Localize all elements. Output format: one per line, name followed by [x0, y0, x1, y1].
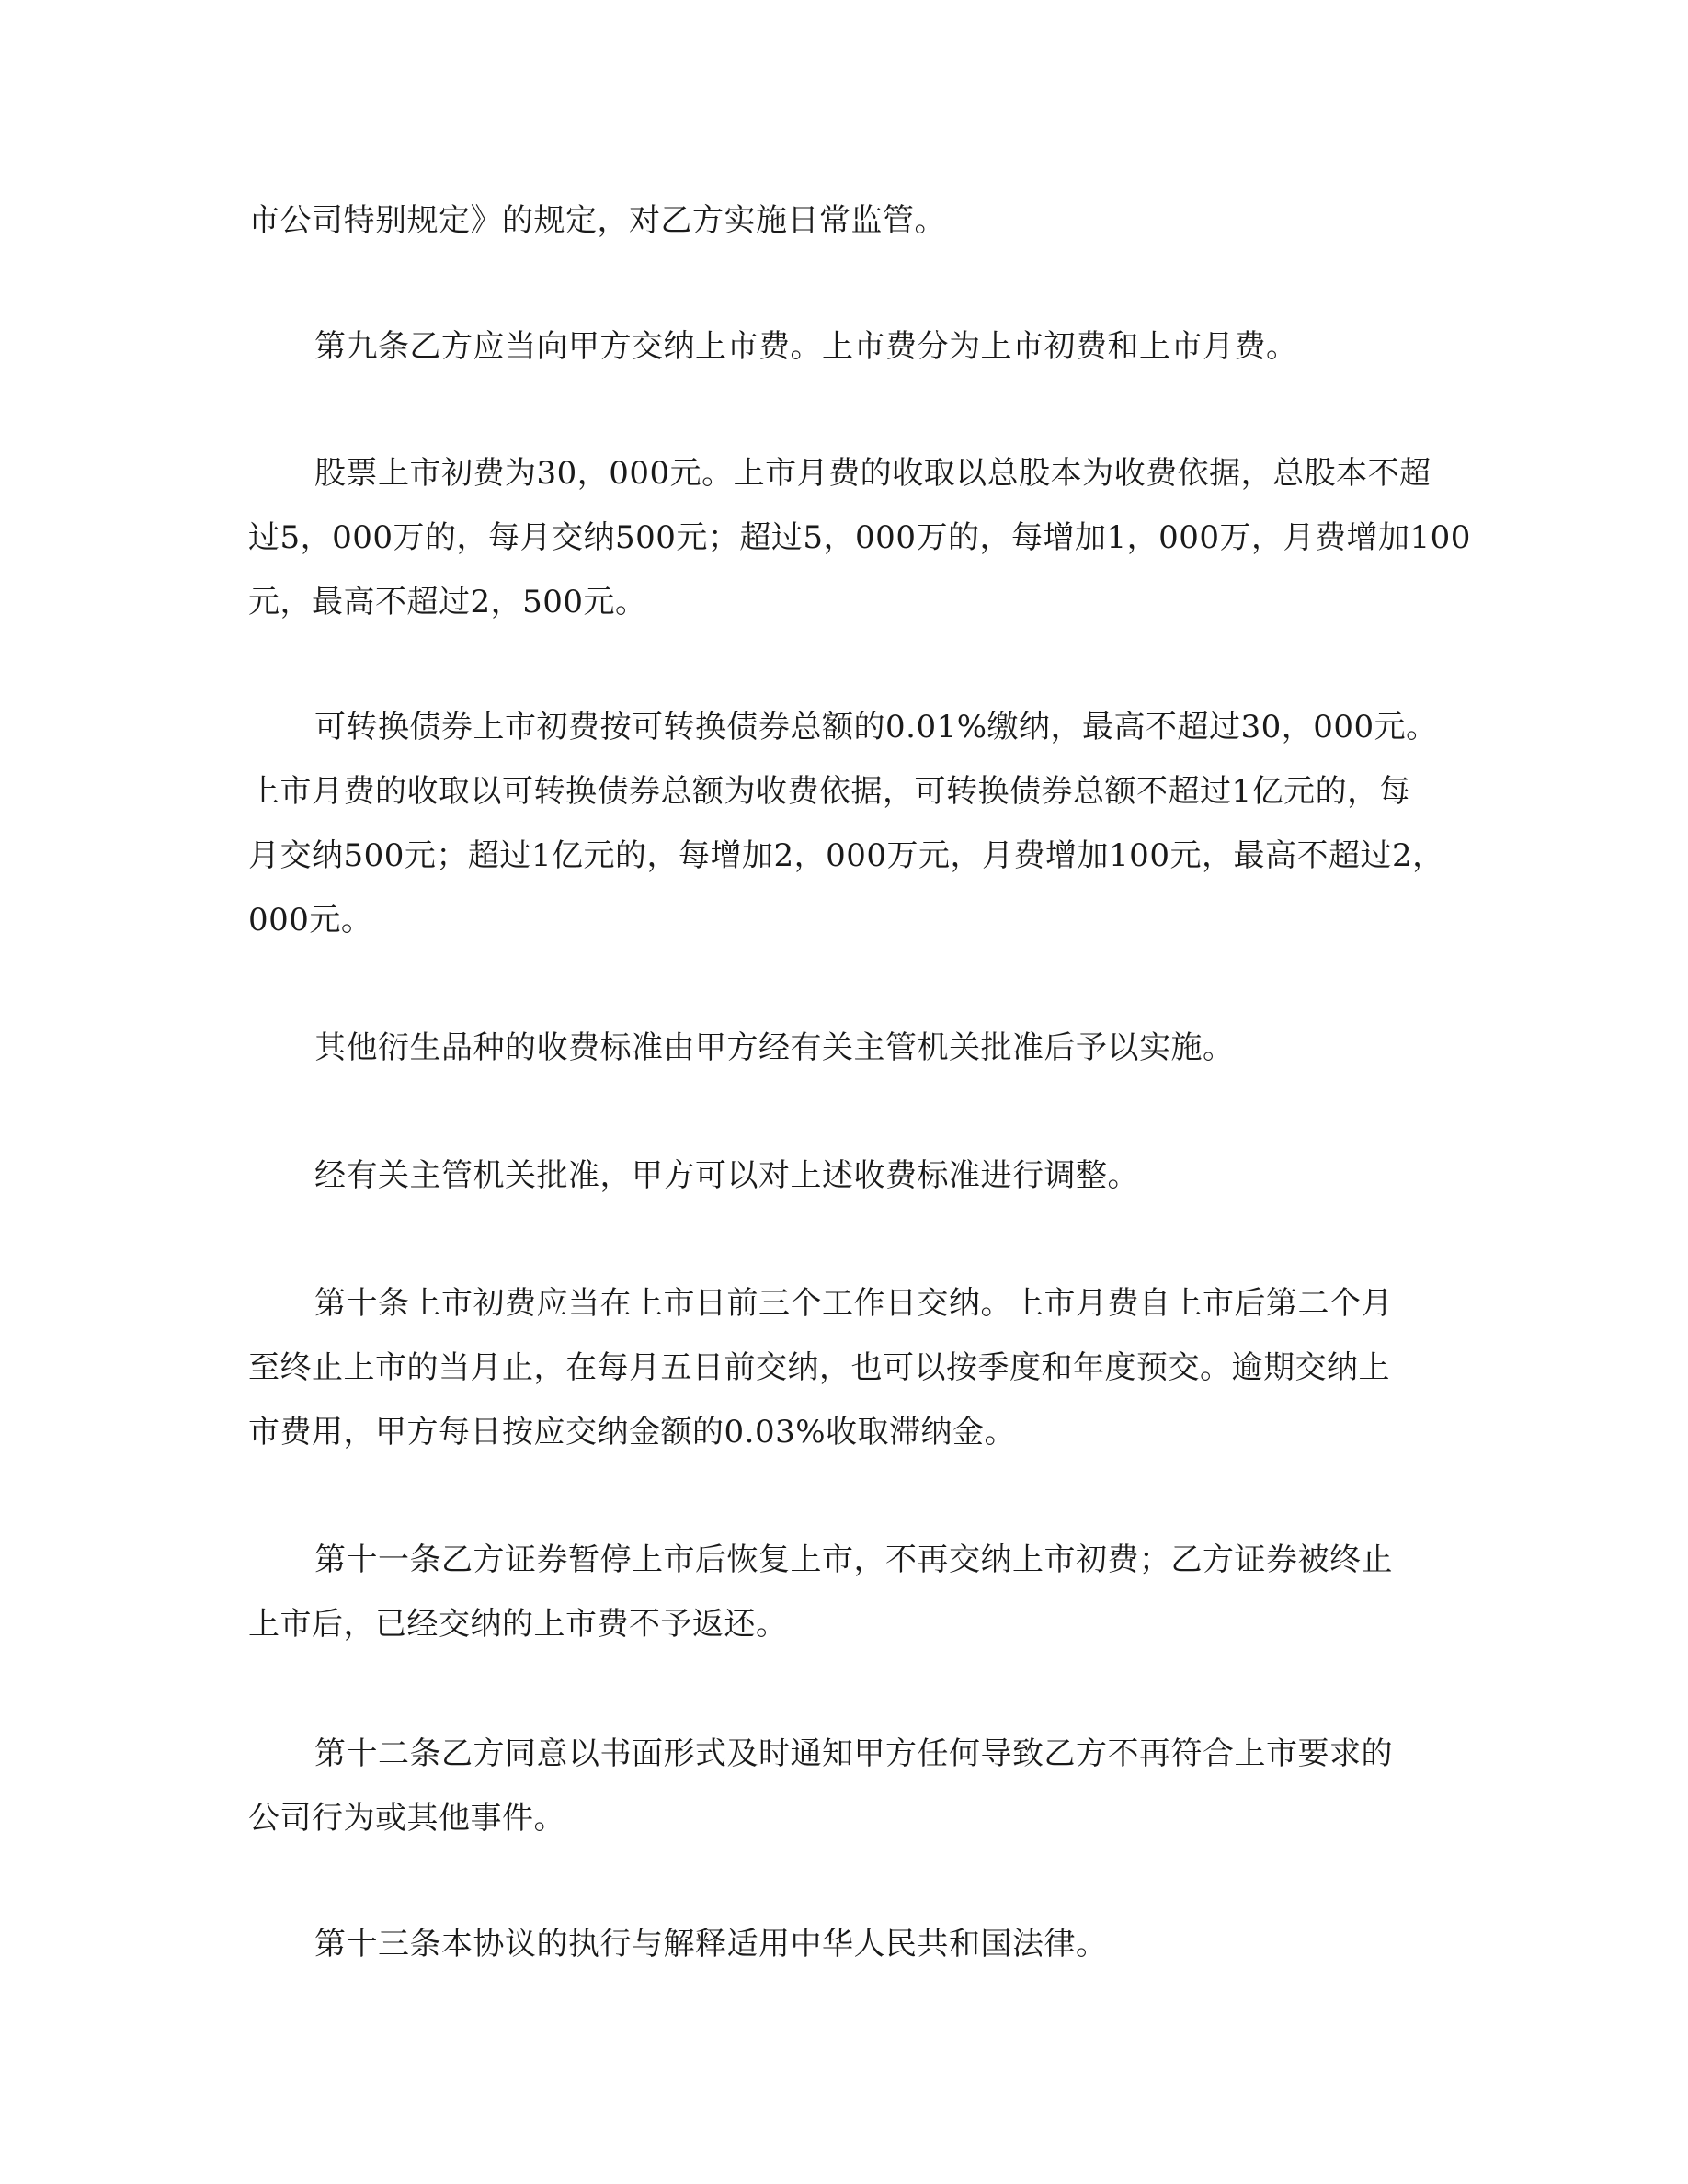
text-line: 000元。: [248, 902, 373, 938]
text-line: 市公司特别规定》的规定，对乙方实施日常监管。: [248, 202, 946, 239]
paragraph-fee-adjustment: [248, 1143, 1443, 1208]
paragraph-article-12: [248, 1722, 1443, 1850]
text-line: 公司行为或其他事件。: [248, 1800, 565, 1837]
paragraph-article-10: [248, 1271, 1443, 1464]
text-line: 上市月费的收取以可转换债券总额为收费依据，可转换债券总额不超过1亿元的，每: [248, 773, 1411, 810]
text-line: 第十条上市初费应当在上市日前三个工作日交纳。上市月费自上市后第二个月: [314, 1285, 1393, 1322]
paragraph-convertible-bond-fee: [248, 695, 1443, 952]
text-line: 股票上市初费为30，000元。上市月费的收取以总股本为收费依据，总股本不超: [314, 455, 1431, 492]
paragraph-article-9: [248, 314, 1443, 379]
paragraph-supervision-continued: [248, 188, 1443, 253]
paragraph-article-13: [248, 1912, 1443, 1976]
text-line: 第九条乙方应当向甲方交纳上市费。上市费分为上市初费和上市月费。: [314, 328, 1298, 365]
paragraph-stock-listing-fee: [248, 441, 1471, 634]
paragraph-derivatives-fee: [248, 1016, 1443, 1080]
text-line: 月交纳500元；超过1亿元的，每增加2，000万元，月费增加100元，最高不超过2，: [248, 837, 1444, 874]
text-line: 第十一条乙方证券暂停上市后恢复上市，不再交纳上市初费；乙方证券被终止: [314, 1541, 1393, 1578]
text-line: 至终止上市的当月止，在每月五日前交纳，也可以按季度和年度预交。逾期交纳上: [248, 1349, 1390, 1386]
text-line: 第十三条本协议的执行与解释适用中华人民共和国法律。: [314, 1926, 1108, 1962]
text-line: 其他衍生品种的收费标准由甲方经有关主管机关批准后予以实施。: [314, 1029, 1235, 1066]
paragraph-article-11: [248, 1528, 1443, 1656]
text-line: 市费用，甲方每日按应交纳金额的0.03%收取滞纳金。: [248, 1414, 1017, 1450]
text-line: 元，最高不超过2，500元。: [248, 584, 647, 620]
text-line: 第十二条乙方同意以书面形式及时通知甲方任何导致乙方不再符合上市要求的: [314, 1735, 1393, 1772]
text-line: 上市后，已经交纳的上市费不予返还。: [248, 1606, 788, 1643]
text-line: 可转换债券上市初费按可转换债券总额的0.01%缴纳，最高不超过30，000元。: [314, 709, 1438, 745]
text-line: 过5，000万的，每月交纳500元；超过5，000万的，每增加1，000万，月费增加100: [248, 519, 1471, 556]
text-line: 经有关主管机关批准，甲方可以对上述收费标准进行调整。: [314, 1157, 1139, 1194]
